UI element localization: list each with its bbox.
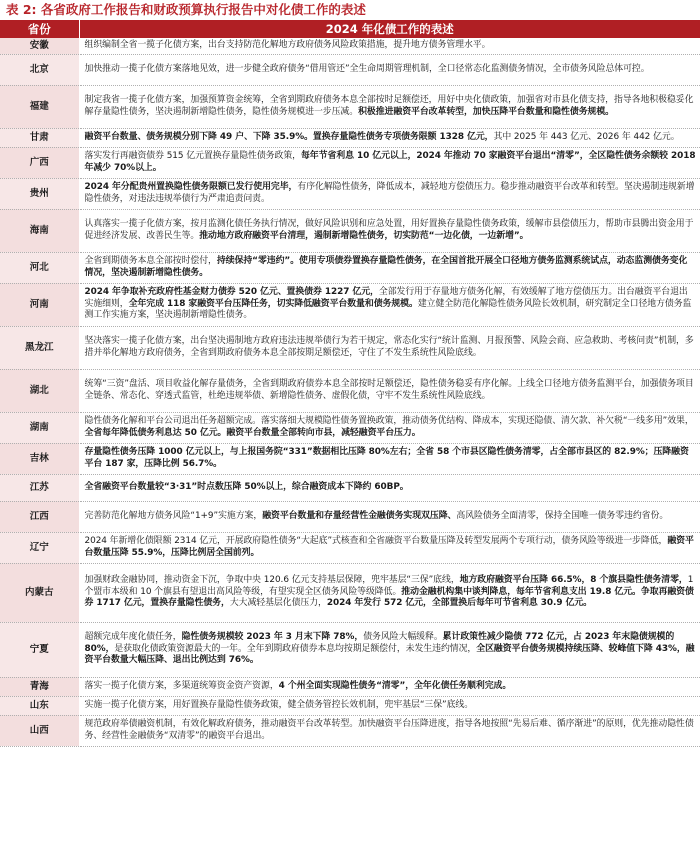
body-text: 加强财政金融协同，推动资金下沉，争取中央 120.6 亿元支持基层保障，兜牢基层“三保”底线，	[84, 574, 460, 585]
province-name: 贵州	[0, 178, 79, 209]
body-text: 全部发行用于存量地方债务化解，有效缓解了地方偿债压力。出台融资平台退出实施细则，	[84, 286, 688, 309]
highlight-text: 地方政府融资平台压降 66.5%，8 个旗县隐性债务清零，	[459, 574, 688, 585]
body-text: 完善防范化解地方债务风险“1+9”实施方案，	[84, 510, 263, 521]
table-header-row	[0, 20, 700, 38]
table-row	[0, 85, 700, 128]
body-text: 超额完成年度化债任务，	[84, 631, 182, 642]
table-row	[0, 563, 700, 622]
table-row	[0, 54, 700, 85]
body-text: 2024 年新增化债限额 2314 亿元，开展政府隐性债务“大起底”式核查和全省融资平台数量压降及转型发展两个专项行动，债务风险等级进一步降低，	[84, 535, 668, 546]
body-text: 坚决落实一揽子化债方案，出台坚决遏制地方政府违法违规举债行为若干规定，常态化实行“统计监测、月报预警、风险会商、应急救助、考核问责”机制，多措并举化解地方政府债务，全省到期政府债务本息全部按期足额偿还，守住了不发生系统性风险底线。	[84, 335, 694, 358]
highlight-text: 融资平台数量、债务规模分别下降 49 户、下降 35.9%。置换存量隐性债务专项债务限额 1328 亿元，	[84, 131, 494, 142]
policy-text	[79, 474, 700, 501]
highlight-text: 隐性债务规模较 2023 年 3 月末下降 78%，	[181, 631, 364, 642]
policy-text	[79, 622, 700, 677]
header-province: 省份	[0, 20, 79, 38]
highlight-text: 2024 年发行 572 亿元，全部置换后每年可节省利息 30.9 亿元。	[326, 598, 592, 609]
table-row	[0, 38, 700, 54]
province-name: 江苏	[0, 474, 79, 501]
body-text: 1 个盟市本级和 10 个旗县有望退出高风险等级，有望实现全区债务风险等级降低。	[84, 574, 694, 597]
body-text: 实施一揽子化债方案，用好置换存量隐性债务政策，健全债务管控长效机制，兜牢基层“三保”底线。	[84, 699, 474, 710]
body-text: 规范政府举债融资机制，有效化解政府债务，推动融资平台改革转型。加快融资平台压降进度，指导各地按照“先易后难、循序渐进”的原则，优先推动隐性债务、经营性金融债务“双清零”的融资平台退出。	[84, 718, 694, 741]
body-text: 统筹“三资”盘活、项目收益化解存量债务，全省到期政府债券本息全部按时足额偿还，隐性债务稳妥有序化解。上线全口径地方债务监测平台，加强债务项目全链条、常态化、穿透式监管，杜绝违规举债、新增隐性债务、虚假化债，守牢不发生系统性风险底线。	[84, 378, 694, 401]
body-text: 其中 2025 年 443 亿元、2026 年 442 亿元。	[493, 131, 680, 142]
table-row	[0, 715, 700, 746]
province-name: 内蒙古	[0, 563, 79, 622]
province-name: 河北	[0, 252, 79, 283]
province-name: 广西	[0, 147, 79, 178]
table-row	[0, 209, 700, 252]
table-row	[0, 283, 700, 326]
table-row	[0, 326, 700, 369]
table-row	[0, 128, 700, 147]
body-text: 是获取化债政策资源最大的一年。全年到期政府债券本息均按期足额偿付，未发生违约情况，	[114, 643, 477, 654]
highlight-text: 推动金融机构集中谈判降息，每年节省利息支出 19.8 亿元。争取再融资债券 1717 亿元，置换存量隐性债务，	[84, 586, 694, 609]
table-row	[0, 443, 700, 474]
province-name: 北京	[0, 54, 79, 85]
policy-text	[79, 532, 700, 563]
table-row	[0, 178, 700, 209]
body-text: 落实一揽子化债方案，多渠道统筹资金资产资源，	[84, 680, 279, 691]
table-row	[0, 474, 700, 501]
table-row	[0, 622, 700, 677]
policy-text	[79, 147, 700, 178]
policy-text	[79, 501, 700, 532]
province-name: 青海	[0, 677, 79, 696]
province-name: 湖北	[0, 369, 79, 412]
header-content: 2024 年化债工作的表述	[79, 20, 700, 38]
province-name: 辽宁	[0, 532, 79, 563]
province-name: 甘肃	[0, 128, 79, 147]
body-text: 制定我省一揽子化债方案，加强预算资金统筹，全省到期政府债务本息全部按时足额偿还，用好中央化债政策，加强省对市县化债支持，指导各地积极稳妥化解存量隐性债务，坚决遏制新增隐性债务，隐性债务规模进一步压减。	[84, 94, 694, 117]
table-row	[0, 501, 700, 532]
policy-text	[79, 38, 700, 54]
table-row	[0, 252, 700, 283]
province-name: 湖南	[0, 412, 79, 443]
province-name: 山东	[0, 696, 79, 715]
policy-text	[79, 412, 700, 443]
policy-text	[79, 715, 700, 746]
policy-text	[79, 563, 700, 622]
highlight-text: 全省融资平台数量较“3·31”时点数压降 50%以上，综合融资成本下降约 60BP。	[84, 481, 409, 492]
table-row	[0, 532, 700, 563]
policy-text	[79, 443, 700, 474]
highlight-text: 4 个州全面实现隐性债务“清零”，全年化债任务顺利完成。	[278, 680, 512, 691]
table-row	[0, 696, 700, 715]
table-title: 表 2: 各省政府工作报告和财政预算执行报告中对化债工作的表述	[6, 2, 366, 17]
highlight-text: 2024 年分配贵州置换隐性债务限额已发行使用完毕，	[84, 181, 298, 192]
highlight-text: 全区融资平台债务规模持续压降、较峰值下降 43%，融资平台数量大幅压降、退出比例达到 76%。	[84, 643, 695, 666]
body-text: 落实发行再融资债券 515 亿元置换存量隐性债务政策，	[84, 150, 301, 161]
province-name: 宁夏	[0, 622, 79, 677]
body-text: 加快推动一揽子化债方案落地见效，进一步健全政府债务“借用管还”全生命周期管理机制，全口径常态化监测债务情况，全市债务风险总体可控。	[84, 63, 650, 74]
policy-text	[79, 677, 700, 696]
policy-text	[79, 283, 700, 326]
highlight-text: 全省每年降低债务利息达 50 亿元。融资平台数量全部转向市县，减轻融资平台压力。	[84, 427, 421, 438]
table-body	[0, 38, 700, 746]
body-text: 全省到期债务本息全部按时偿付，	[84, 255, 217, 266]
policy-text	[79, 128, 700, 147]
policy-text	[79, 696, 700, 715]
highlight-text: 存量隐性债务压降 1000 亿元以上，与上报国务院“331”数据相比压降 80%左右；全省 58 个市县区隐性债务清零，占全部市县区的 82.9%；压降融资平台 187 家，压降比例 56.7%。	[84, 446, 689, 469]
table-row	[0, 369, 700, 412]
highlight-text: 全年完成 118 家融资平台压降任务，切实降低融资平台数量和债务规模。	[128, 298, 418, 309]
body-text: 认真落实一揽子化债方案，按月监测化债任务执行情况，做好风险识别和应急处置，用好置换存量隐性债务政策，缓解市县偿债压力，帮助市县腾出资金用于促进经济发展、改善民生等。	[84, 218, 694, 241]
table-row	[0, 412, 700, 443]
highlight-text: 推动地方政府融资平台清理，遏制新增隐性债务，切实防范“一边化债，一边新增”。	[199, 230, 529, 241]
highlight-text: 持续保持“零违约”。使用专项债券置换存量隐性债务，在全国首批开展全口径地方债务监测系统试点，动态监测债务变化情况，坚决遏制新增隐性债务。	[84, 255, 688, 278]
policy-text	[79, 369, 700, 412]
table-row	[0, 147, 700, 178]
highlight-text: 积极推进融资平台改革转型，加快压降平台数量和隐性债务规模。	[358, 106, 615, 117]
body-text: 隐性债务化解和平台公司退出任务超额完成。落实落细大规模隐性债务置换政策，推动债务优结构、降成本，实现还隐债、清欠款、补欠税“一线多用”效果，	[84, 415, 694, 426]
body-text: 债务风险大幅缓释。	[363, 631, 443, 642]
province-name: 福建	[0, 85, 79, 128]
table-row	[0, 677, 700, 696]
policy-text	[79, 85, 700, 128]
body-text: 大大减轻基层化债压力，	[229, 598, 327, 609]
province-name: 安徽	[0, 38, 79, 54]
policy-text	[79, 252, 700, 283]
body-text: 建立健全防范化解隐性债务风险长效机制，研究制定全口径地方债务监测工作实施方案，坚决遏制新增隐性债务。	[84, 298, 692, 321]
highlight-text: 2024 年争取补充政府性基金财力债券 520 亿元、置换债券 1227 亿元，	[84, 286, 379, 297]
policy-text	[79, 209, 700, 252]
province-name: 黑龙江	[0, 326, 79, 369]
policy-table	[0, 20, 700, 747]
highlight-text: 融资平台数量和存量经营性金融债务实现双压降、	[262, 510, 457, 521]
province-name: 山西	[0, 715, 79, 746]
policy-text	[79, 326, 700, 369]
highlight-text: 融资平台数量压降 55.9%，压降比例居全国前列。	[84, 535, 694, 558]
province-name: 海南	[0, 209, 79, 252]
highlight-text: 每年节省利息 10 亿元以上，2024 年推动 70 家融资平台退出“清零”，全区隐性债务余额较 2018 年减少 70%以上。	[84, 150, 696, 173]
body-text: 有序化解隐性债务，降低成本，减轻地方偿债压力。稳步推动融资平台改革和转型。坚决遏制违规新增隐性债务，对违法违规举债行为严肃追责问责。	[84, 181, 695, 204]
province-name: 吉林	[0, 443, 79, 474]
policy-text	[79, 178, 700, 209]
body-text: 高风险债务全面清零，保持全国唯一债务零违约省份。	[456, 510, 669, 521]
province-name: 河南	[0, 283, 79, 326]
highlight-text: 累计政策性减少隐债 772 亿元，占 2023 年末隐债规模的 80%，	[84, 631, 675, 654]
policy-text	[79, 54, 700, 85]
province-name: 江西	[0, 501, 79, 532]
body-text: 组织编制全省一揽子化债方案，出台支持防范化解地方政府债务风险政策措施，提升地方债务管理水平。	[84, 39, 491, 50]
